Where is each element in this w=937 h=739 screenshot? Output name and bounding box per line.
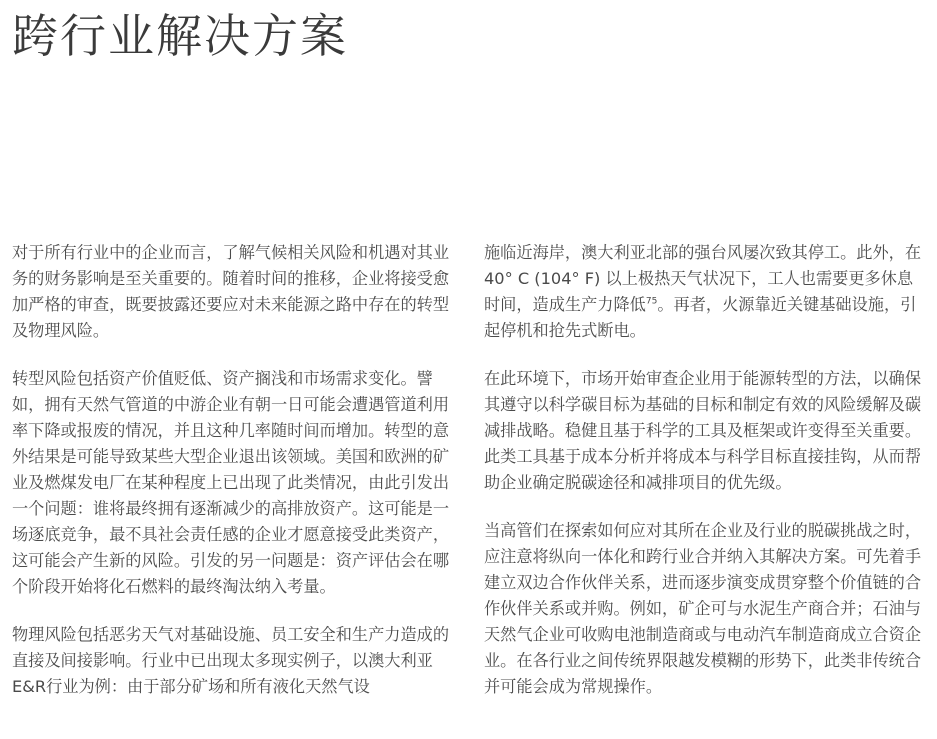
paragraph-text: 施临近海岸，澳大利亚北部的强台风屡次致其停工。此外，在40° C (104° F) 以上极热天气状况下，工人也需要更多休息时间，造成生产力降低 — [484, 243, 922, 314]
paragraph-transition-risk: 转型风险包括资产价值贬低、资产搁浅和市场需求变化。譬如，拥有天然气管道的中游企业有朝一日可能会遭遇管道利用率下降或报废的情况，并且这种几率随时间而增加。转型的意外结果是可能导致某些大型企业退出该领域。美国和欧洲的矿业及燃煤发电厂在某种程度上已出现了此类情况，由此引发出一个问题：谁将最终拥有逐渐减少的高排放资产。这可能是一场逐底竞争，最不具社会责任感的企业才愿意接受此类资产，这可能会产生新的风险。引发的另一问题是：资产评估会在哪个阶段开始将化石燃料的最终淘汰纳入考量。 — [12, 369, 450, 596]
left-column — [12, 240, 452, 722]
paragraph-physical-risk: 物理风险包括恶劣天气对基础设施、员工安全和生产力造成的直接及间接影响。行业中已出现太多现实例子，以澳大利亚E&R行业为例：由于部分矿场和所有液化天然气设 — [12, 625, 450, 696]
paragraph-physical-risk-continued — [484, 240, 929, 344]
paragraph-intro: 对于所有行业中的企业而言，了解气候相关风险和机遇对其业务的财务影响是至关重要的。随着时间的推移，企业将接受愈加严格的审查，既要披露还要应对未来能源之路中存在的转型及物理风险。 — [12, 243, 450, 340]
paragraph-text-tail: 。再者，火源靠近关键基础设施，引起停机和抢先式断电。 — [484, 295, 917, 340]
paragraph-market-scrutiny: 在此环境下，市场开始审查企业用于能源转型的方法，以确保其遵守以科学碳目标为基础的目标和制定有效的风险缓解及碳减排战略。稳健且基于科学的工具及框架或许变得至关重要。此类工具基于成本分析并将成本与科学目标直接挂钩，从而帮助企业确定脱碳途径和减排项目的优先级。 — [484, 369, 922, 492]
paragraph-executives: 当高管们在探索如何应对其所在企业及行业的脱碳挑战之时，应注意将纵向一体化和跨行业合并纳入其解决方案。可先着手建立双边合作伙伴关系，进而逐步演变成贯穿整个价值链的合作伙伴关系或并购。例如，矿企可与水泥生产商合并；石油与天然气企业可收购电池制造商或与电动汽车制造商成立合资企业。在各行业之间传统界限越发模糊的形势下，此类非传统合并可能会成为常规操作。 — [484, 521, 922, 696]
right-column — [484, 240, 929, 722]
page-title: 跨行业解决方案 — [12, 9, 348, 63]
footnote-ref: 75 — [645, 296, 658, 307]
